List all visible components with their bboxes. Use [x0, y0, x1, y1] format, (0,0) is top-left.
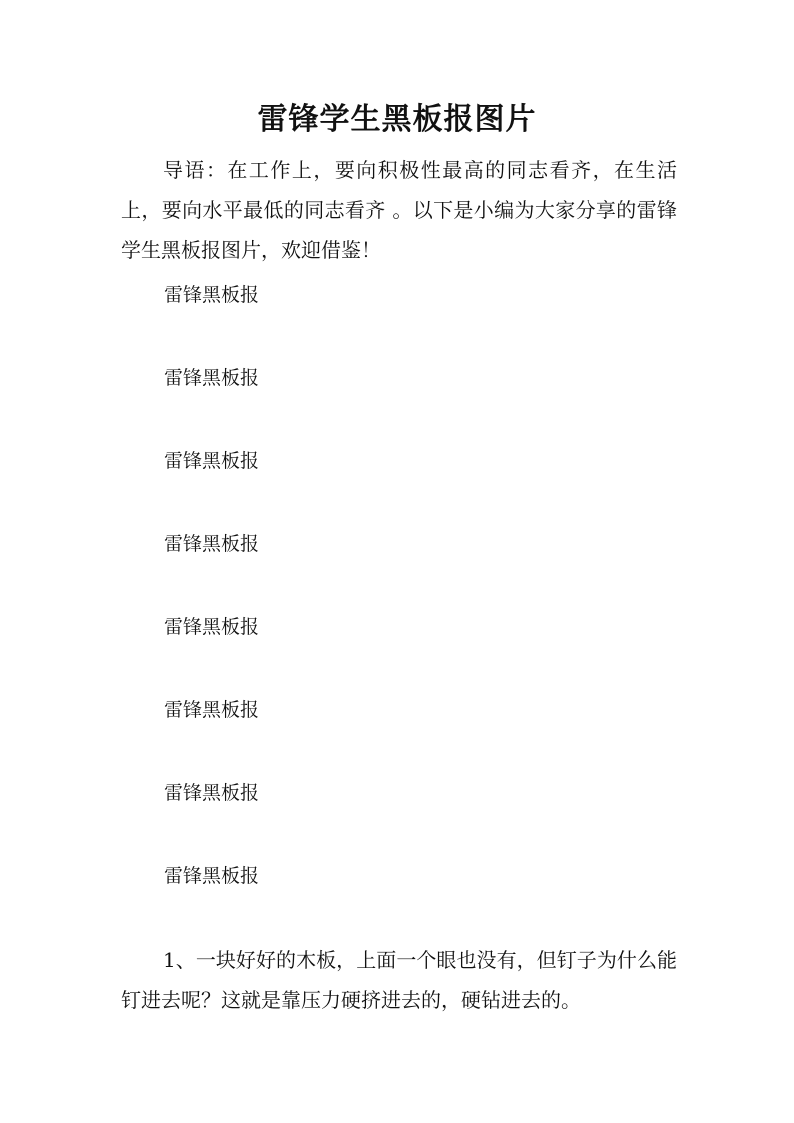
image-caption: 雷锋黑板报	[164, 699, 260, 721]
image-caption: 雷锋黑板报	[164, 367, 260, 389]
intro-paragraph: 导语：在工作上，要向积极性最高的同志看齐，在生活上，要向水平最低的同志看齐 。以下是小编为大家分享的雷锋学生黑板报图片，欢迎借鉴！	[121, 158, 677, 262]
body-paragraph: 1、一块好好的木板，上面一个眼也没有，但钉子为什么能钉进去呢？这就是靠压力硬挤进去的，硬钻进去的。	[121, 948, 677, 1012]
image-caption: 雷锋黑板报	[164, 284, 260, 306]
document-title: 雷锋学生黑板报图片	[257, 102, 537, 137]
image-caption: 雷锋黑板报	[164, 865, 260, 887]
image-caption: 雷锋黑板报	[164, 782, 260, 804]
image-caption: 雷锋黑板报	[164, 533, 260, 555]
image-caption: 雷锋黑板报	[164, 450, 260, 472]
image-caption: 雷锋黑板报	[164, 616, 260, 638]
